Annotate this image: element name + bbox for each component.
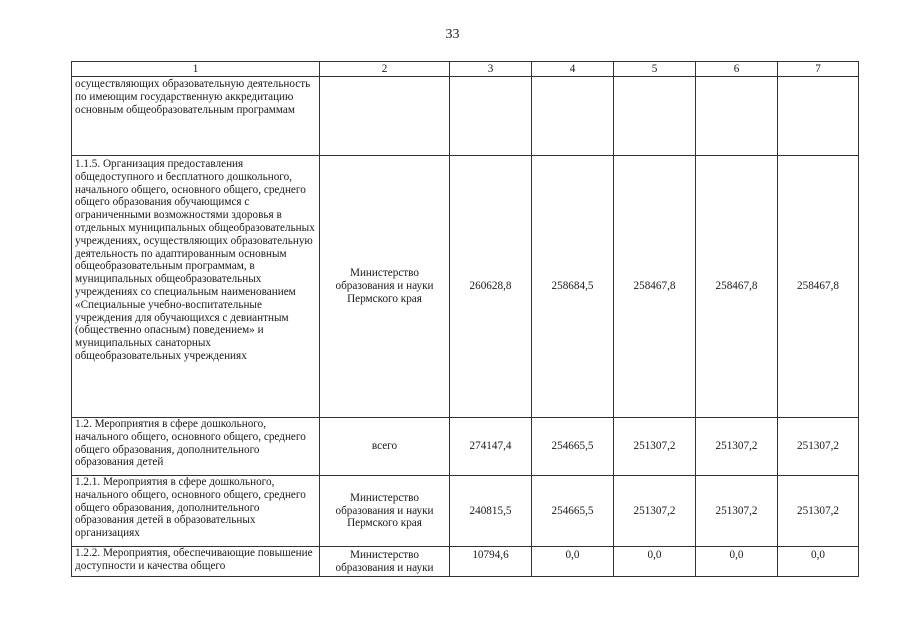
value-cell: 251307,2 — [614, 418, 696, 476]
value-cell: 251307,2 — [696, 418, 778, 476]
responsible-cell: Министерство образования и науки Пермского края — [320, 476, 450, 547]
table-row — [72, 476, 859, 547]
value-cell: 251307,2 — [778, 418, 859, 476]
value-cell: 0,0 — [532, 547, 614, 577]
value-cell — [614, 77, 696, 156]
value-cell: 260628,8 — [450, 156, 532, 418]
value-cell — [696, 77, 778, 156]
value-cell: 254665,5 — [532, 418, 614, 476]
value-cell: 10794,6 — [450, 547, 532, 577]
value-cell: 258467,8 — [778, 156, 859, 418]
row-description: осуществляющих образовательную деятельность по имеющим государственную аккредитацию основным общеобразовательным программам — [72, 77, 320, 156]
column-header: 1 — [72, 62, 320, 77]
value-cell: 258467,8 — [696, 156, 778, 418]
responsible-cell — [320, 77, 450, 156]
value-cell: 251307,2 — [614, 476, 696, 547]
value-cell: 258467,8 — [614, 156, 696, 418]
column-header: 4 — [532, 62, 614, 77]
column-header: 3 — [450, 62, 532, 77]
responsible-cell: всего — [320, 418, 450, 476]
value-cell: 254665,5 — [532, 476, 614, 547]
row-description: 1.2.2. Мероприятия, обеспечивающие повышение доступности и качества общего — [72, 547, 320, 577]
column-header: 5 — [614, 62, 696, 77]
value-cell — [778, 77, 859, 156]
responsible-cell: Министерство образования и науки Пермского края — [320, 156, 450, 418]
value-cell: 274147,4 — [450, 418, 532, 476]
budget-table — [71, 61, 859, 577]
column-header: 7 — [778, 62, 859, 77]
column-header: 6 — [696, 62, 778, 77]
column-header: 2 — [320, 62, 450, 77]
value-cell: 251307,2 — [696, 476, 778, 547]
page-number: 33 — [445, 27, 460, 42]
row-description: 1.2.1. Мероприятия в сфере дошкольного, начального общего, основного общего, среднего общего образования, дополнительного образования детей в образовательных организациях — [72, 476, 320, 547]
value-cell: 0,0 — [696, 547, 778, 577]
table-row — [72, 418, 859, 476]
row-description: 1.1.5. Организация предоставления общедоступного и бесплатного дошкольного, начального общего, основного общего, среднего общего образования обучающимся с ограниченными возможностями здоровья в отдельных муниципальных общеобразовательных учреждениях, осуществляющих образовательную деятельность по адаптированным основным общеобразовательным программам, в муниципальных общеобразовательных учреждениях со специальным наименованием «Специальные учебно-воспитательные учреждения для обучающихся с девиантным (общественно опасным) поведением» и муниципальных санаторных общеобразовательных учреждениях — [72, 156, 320, 418]
table-row — [72, 77, 859, 156]
value-cell — [532, 77, 614, 156]
table-row — [72, 547, 859, 577]
value-cell: 258684,5 — [532, 156, 614, 418]
responsible-cell: Министерство образования и науки — [320, 547, 450, 577]
value-cell — [450, 77, 532, 156]
value-cell: 240815,5 — [450, 476, 532, 547]
value-cell: 0,0 — [614, 547, 696, 577]
value-cell: 251307,2 — [778, 476, 859, 547]
row-description: 1.2. Мероприятия в сфере дошкольного, начального общего, основного общего, среднего общего образования, дополнительного образования детей — [72, 418, 320, 476]
table-row — [72, 156, 859, 418]
value-cell: 0,0 — [778, 547, 859, 577]
table-header-row — [72, 62, 859, 77]
